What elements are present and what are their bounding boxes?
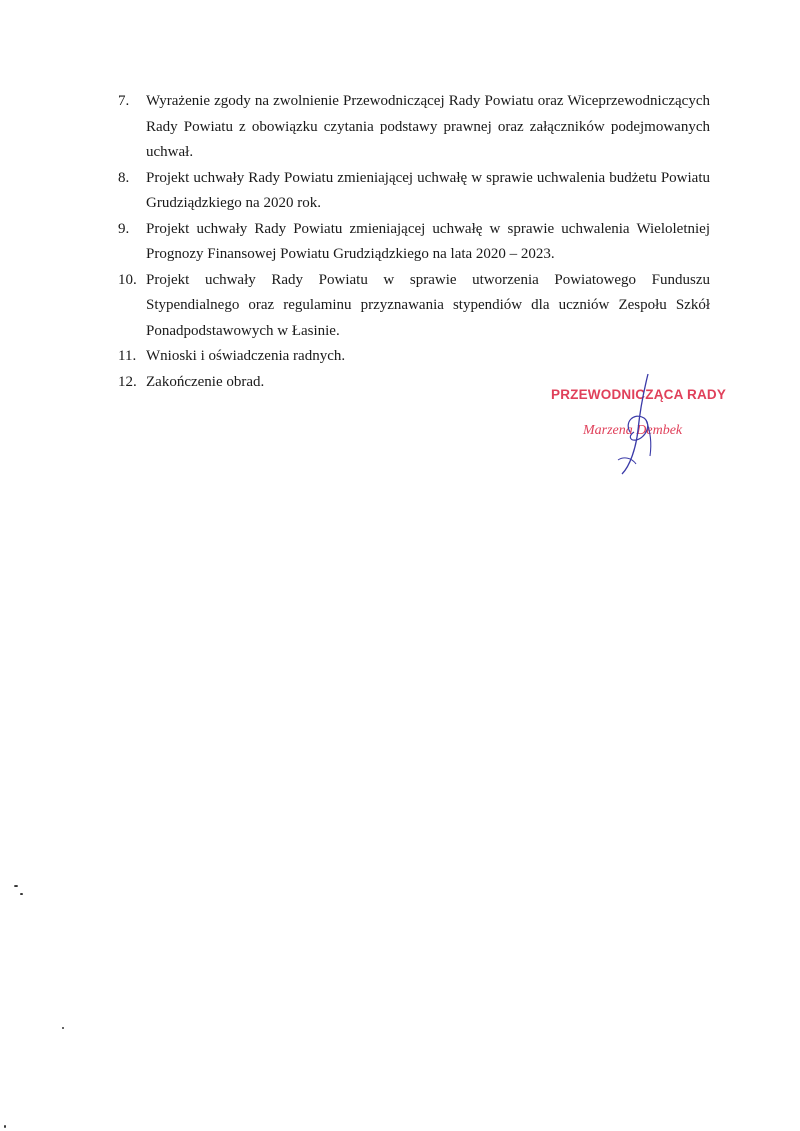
- scan-speck: [62, 1027, 64, 1029]
- chairperson-stamp-name: Marzena Dembek: [583, 423, 683, 438]
- agenda-item-text: Projekt uchwały Rady Powiatu zmieniającej uchwałę w sprawie uchwalenia budżetu Powiatu Grudziądzkiego na 2020 rok.: [146, 169, 710, 211]
- chairperson-stamp-title: PRZEWODNICZĄCA RADY: [551, 387, 727, 402]
- agenda-item: [118, 166, 710, 217]
- agenda-item-number: 11.: [118, 348, 137, 364]
- agenda-item-text: Projekt uchwały Rady Powiatu zmieniającej uchwałę w sprawie uchwalenia Wieloletniej Prognozy Finansowej Powiatu Grudziądzkiego na lata 2020 – 2023.: [146, 220, 710, 262]
- scan-speck: [14, 885, 18, 887]
- agenda-item-text: Projekt uchwały Rady Powiatu w sprawie utworzenia Powiatowego Funduszu Stypendialnego oraz regulaminu przyznawania stypendiów dla uczniów Zespołu Szkół Ponadpodstawowych w Łasinie.: [146, 271, 710, 339]
- agenda-item-number: 7.: [118, 93, 130, 109]
- agenda-item-text: Wnioski i oświadczenia radnych.: [146, 348, 346, 364]
- agenda-item: [118, 89, 710, 166]
- agenda-item-number: 10.: [118, 271, 137, 288]
- agenda-item-text: Wyrażenie zgody na zwolnienie Przewodniczącej Rady Powiatu oraz Wiceprzewodniczących Rady Powiatu z obowiązku czytania podstawy prawnej oraz załączników podejmowanych uchwał.: [146, 93, 710, 160]
- agenda-item-number: 12.: [118, 373, 137, 390]
- agenda-item: [118, 344, 710, 370]
- scan-speck: [20, 893, 23, 895]
- agenda-list: [118, 89, 710, 395]
- scan-speck: [4, 1125, 6, 1128]
- agenda-item: [118, 217, 710, 268]
- agenda-item-number: 8.: [118, 169, 130, 186]
- agenda-item-number: 9.: [118, 220, 130, 237]
- agenda-item-text: Zakończenie obrad.: [146, 373, 265, 390]
- agenda-item: [118, 268, 710, 345]
- handwritten-signature: [600, 370, 670, 480]
